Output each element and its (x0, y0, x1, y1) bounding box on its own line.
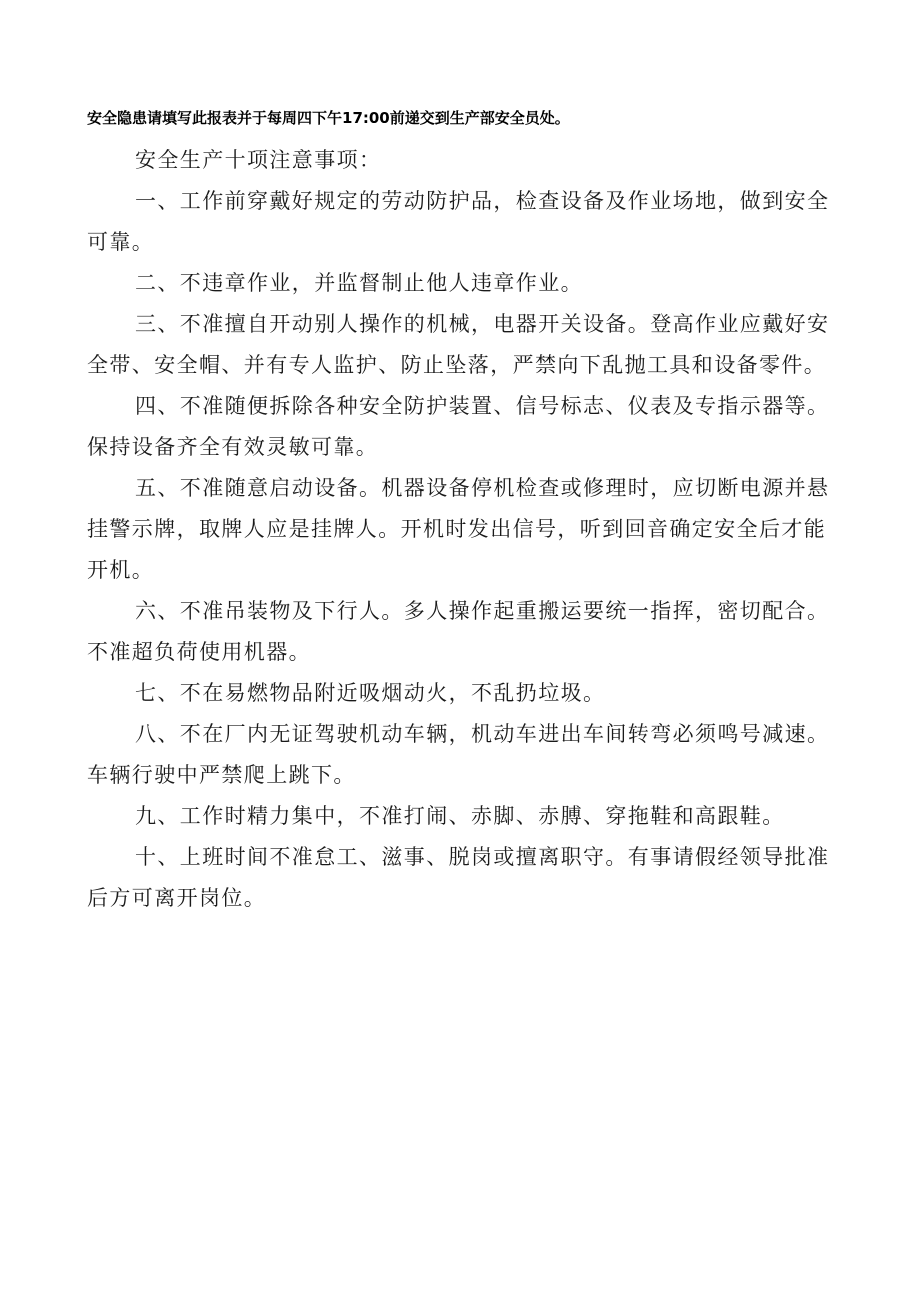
rule-item-8: 八、不在厂内无证驾驶机动车辆，机动车进出车间转弯必须鸣号减速。车辆行驶中严禁爬上跳下。 (87, 722, 830, 787)
submission-notice: 安全隐患请填写此报表并于每周四下午17:00前递交到生产部安全员处。 (87, 109, 570, 127)
rule-item-10: 十、上班时间不准怠工、滋事、脱岗或擅离职守。有事请假经领导批准后方可离开岗位。 (87, 845, 830, 910)
safety-rules-body (87, 140, 847, 919)
rule-item-7: 七、不在易燃物品附近吸烟动火，不乱扔垃圾。 (135, 681, 606, 705)
rule-item-5: 五、不准随意启动设备。机器设备停机检查或修理时，应切断电源并悬挂警示牌，取牌人应是挂牌人。开机时发出信号，听到回音确定安全后才能开机。 (87, 476, 830, 582)
rule-item-3: 三、不准擅自开动别人操作的机械，电器开关设备。登高作业应戴好安全带、安全帽、并有专人监护、防止坠落，严禁向下乱抛工具和设备零件。 (87, 312, 830, 377)
rule-item-4: 四、不准随便拆除各种安全防护装置、信号标志、仪表及专指示器等。保持设备齐全有效灵敏可靠。 (87, 394, 830, 459)
rule-item-6: 六、不准吊装物及下行人。多人操作起重搬运要统一指挥，密切配合。不准超负荷使用机器。 (87, 599, 830, 664)
rules-heading: 安全生产十项注意事项： (135, 148, 382, 172)
rule-item-2: 二、不违章作业，并监督制止他人违章作业。 (135, 271, 583, 295)
rule-item-1: 一、工作前穿戴好规定的劳动防护品，检查设备及作业场地，做到安全可靠。 (87, 189, 830, 254)
rule-item-9: 九、工作时精力集中，不准打闹、赤脚、赤膊、穿拖鞋和高跟鞋。 (135, 804, 785, 828)
